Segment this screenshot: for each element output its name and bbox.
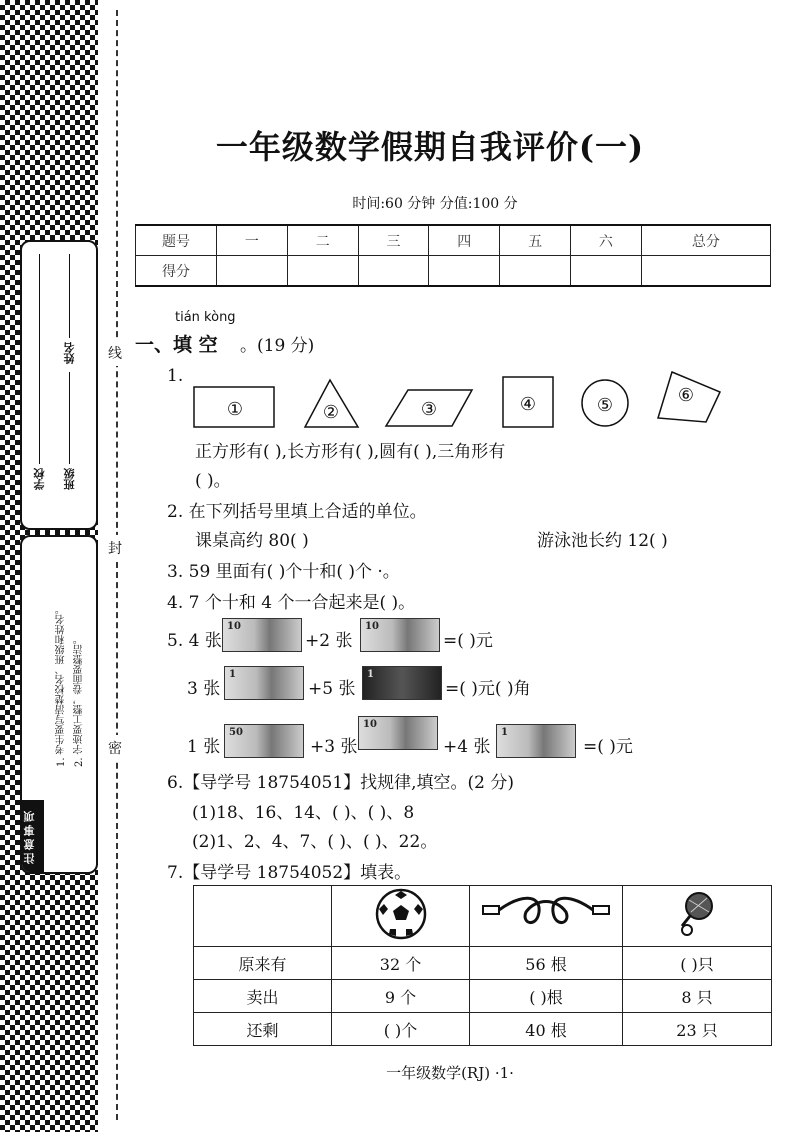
cut-char-1: 线 [108, 340, 122, 366]
q1-answer-line1: 正方形有( ),长方形有( ),圆有( ),三角形有 [195, 442, 506, 462]
banknote: 50 [224, 724, 304, 758]
score-cell[interactable] [217, 256, 288, 287]
cut-char-3: 密 [108, 735, 122, 761]
score-header-cell: 总分 [641, 225, 770, 256]
section1-points: 。(19 分) [240, 336, 315, 356]
banknote: 10 [358, 716, 438, 750]
score-header-cell: 二 [287, 225, 358, 256]
q1-answer-line2: ( )。 [195, 471, 231, 491]
student-info-box [20, 240, 98, 530]
score-header-cell: 三 [358, 225, 429, 256]
banknote: 1 [496, 724, 576, 758]
school-label: 学校 [33, 468, 46, 490]
q7-row-label: 原来有 [194, 947, 332, 980]
section1-pinyin: tián kòng [175, 310, 236, 325]
notice-title: 注意事项 [22, 800, 44, 872]
section1-heading: 一、填 空 [135, 334, 218, 356]
q5-row1-start: 5. 4 张 [167, 631, 222, 651]
score-header-cell: 一 [217, 225, 288, 256]
page-title: 一年级数学假期自我评价(一) [215, 128, 645, 166]
q7-cell: 56 根 [470, 947, 623, 980]
score-row-label: 得分 [136, 256, 217, 287]
q7-cell: 40 根 [470, 1013, 623, 1046]
class-label: 班级 [63, 468, 76, 490]
q6-head: 6.【导学号 18754051】找规律,填空。(2 分) [167, 773, 515, 793]
score-table [135, 224, 771, 287]
q7-cell[interactable]: ( )根 [470, 980, 623, 1013]
q3-text: 3. 59 里面有( )个十和( )个 ·。 [167, 562, 400, 582]
shape-label-5: ⑤ [596, 394, 614, 416]
q4-text: 4. 7 个十和 4 个一合起来是( )。 [167, 593, 416, 613]
q7-cell[interactable]: ( )个 [332, 1013, 470, 1046]
q5-row1-mid: +2 张 [305, 631, 353, 651]
page-footer: 一年级数学(RJ) ·1· [386, 1064, 514, 1082]
name-label: 姓名 [63, 342, 76, 364]
q5-row3-start: 1 张 [187, 737, 221, 757]
q1-shapes [190, 370, 730, 432]
score-cell[interactable] [358, 256, 429, 287]
q7-cell: 8 只 [623, 980, 772, 1013]
banknote: 10 [222, 618, 302, 652]
banknote: 10 [360, 618, 440, 652]
q2-right: 游泳池长约 12( ) [537, 531, 668, 551]
cut-line [116, 10, 118, 1120]
q5-row3-end: =( )元 [583, 737, 633, 757]
notice-box [20, 535, 98, 874]
shape-label-1: ① [226, 398, 244, 420]
cut-char-2: 封 [108, 535, 122, 561]
q7-head: 7.【导学号 18754052】填表。 [167, 863, 412, 883]
q5-row3-mid2: +4 张 [443, 737, 491, 757]
q5-row2-end: =( )元( )角 [445, 679, 531, 699]
notice-2: 2. 字迹要工整，卷面要整洁。 [74, 634, 85, 767]
score-cell[interactable] [429, 256, 500, 287]
shape-label-2: ② [322, 401, 340, 423]
q5-row1-end: =( )元 [443, 631, 493, 651]
q7-row-label: 卖出 [194, 980, 332, 1013]
score-cell[interactable] [641, 256, 770, 287]
q2-text: 2. 在下列括号里填上合适的单位。 [167, 502, 427, 522]
q5-row2-start: 3 张 [187, 679, 221, 699]
q1-number: 1. [167, 366, 184, 386]
q7-col-racket [623, 886, 772, 947]
q7-col-rope [470, 886, 623, 947]
q7-cell[interactable]: ( )只 [623, 947, 772, 980]
class-line[interactable] [69, 372, 70, 464]
soccer-ball-icon [374, 887, 428, 941]
racket-icon [677, 890, 717, 938]
q7-table [193, 885, 772, 1046]
jump-rope-icon [481, 894, 611, 934]
score-header-cell: 题号 [136, 225, 217, 256]
exam-meta: 时间:60 分钟 分值:100 分 [352, 196, 518, 212]
q5-row3-mid1: +3 张 [310, 737, 358, 757]
shape-label-3: ③ [420, 398, 438, 420]
q6-sub1: (1)18、16、14、( )、( )、8 [192, 803, 415, 823]
q7-col-ball [332, 886, 470, 947]
name-line[interactable] [69, 254, 70, 338]
school-line[interactable] [39, 254, 40, 464]
q7-row-label: 还剩 [194, 1013, 332, 1046]
score-header-cell: 六 [570, 225, 641, 256]
q7-cell: 23 只 [623, 1013, 772, 1046]
banknote: 1 [224, 666, 304, 700]
notice-1: 1. 考生要写清楚校名、班级和姓名。 [56, 604, 67, 767]
q5-row2-mid: +5 张 [308, 679, 356, 699]
q2-left: 课桌高约 80( ) [195, 531, 309, 551]
q7-corner-cell [194, 886, 332, 947]
score-header-cell: 五 [500, 225, 571, 256]
shape-label-4: ④ [519, 393, 537, 415]
score-header-cell: 四 [429, 225, 500, 256]
q7-cell: 9 个 [332, 980, 470, 1013]
q6-sub2: (2)1、2、4、7、( )、( )、22。 [192, 832, 438, 852]
score-cell[interactable] [500, 256, 571, 287]
score-cell[interactable] [570, 256, 641, 287]
banknote: 1 [362, 666, 442, 700]
q7-cell: 32 个 [332, 947, 470, 980]
score-cell[interactable] [287, 256, 358, 287]
shape-label-6: ⑥ [677, 384, 695, 406]
